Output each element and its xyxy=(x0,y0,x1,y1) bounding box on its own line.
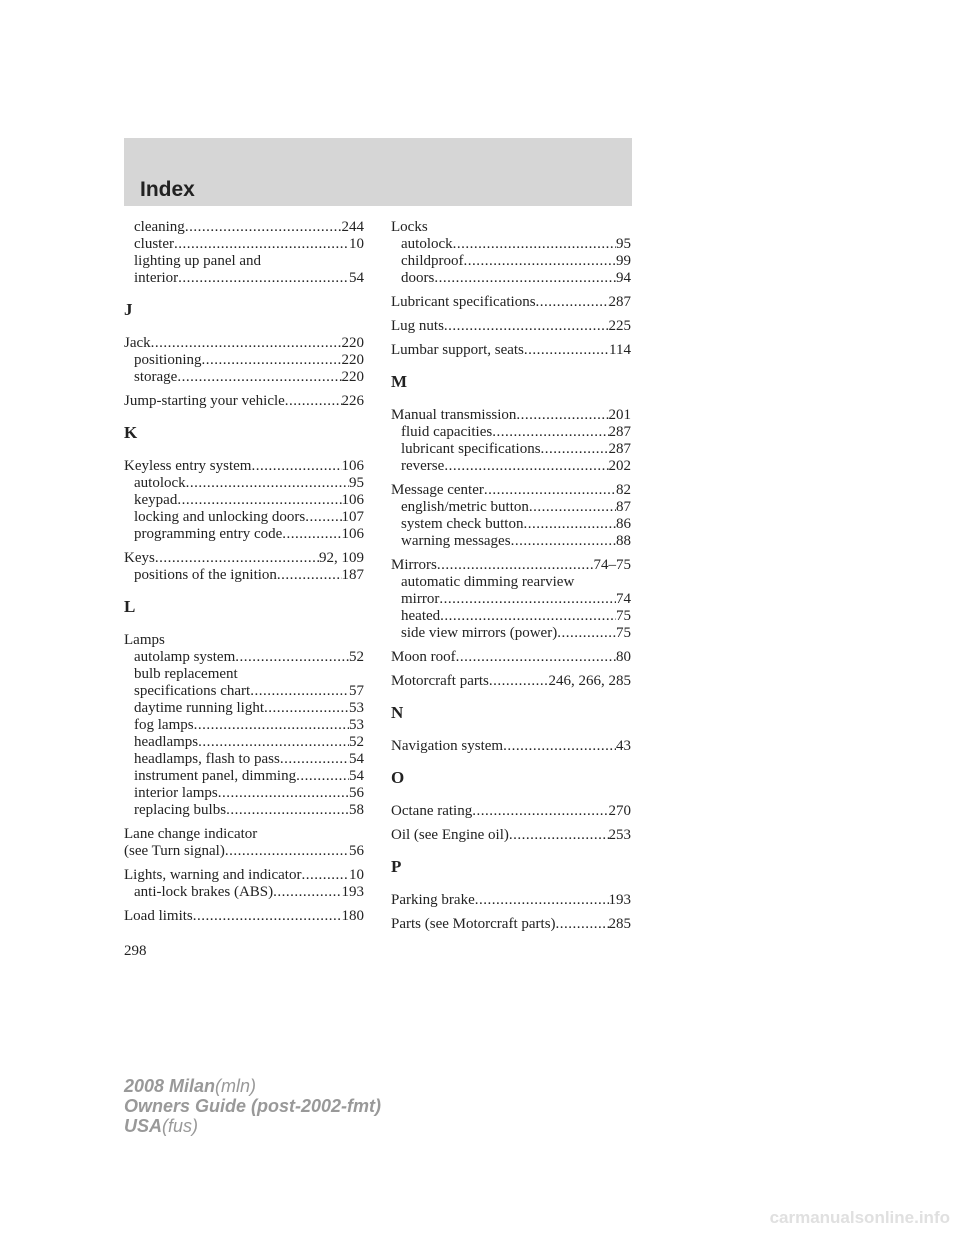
index-subentry xyxy=(391,625,631,642)
index-entry-label: Keyless entry system xyxy=(124,458,252,474)
dot-leader xyxy=(556,916,609,933)
index-entry xyxy=(391,916,631,933)
dot-leader xyxy=(489,673,549,690)
index-subentry xyxy=(391,270,631,287)
index-page-ref: 86 xyxy=(616,516,631,532)
index-page-ref: 82 xyxy=(616,482,631,498)
index-entry-label: headlamps xyxy=(134,734,199,750)
index-entry-label: Moon roof xyxy=(391,649,456,665)
index-entry-label: locking and unlocking doors xyxy=(134,509,306,525)
dot-leader xyxy=(463,253,616,270)
dot-leader xyxy=(524,342,609,359)
index-subentry xyxy=(124,369,364,386)
index-subentry xyxy=(391,458,631,475)
index-page-ref: 53 xyxy=(349,700,364,716)
index-entry xyxy=(391,892,631,909)
dot-leader xyxy=(301,867,349,884)
index-entry xyxy=(391,407,631,424)
index-page-ref: 53 xyxy=(349,717,364,733)
dot-leader xyxy=(492,424,608,441)
index-page-ref: 52 xyxy=(349,649,364,665)
index-entry-label: Octane rating xyxy=(391,803,473,819)
index-entry-label: Mirrors xyxy=(391,557,437,573)
index-page-ref: 74 xyxy=(616,591,631,607)
dot-leader xyxy=(305,509,341,526)
index-page-ref: 287 xyxy=(608,294,631,310)
index-entry-label: headlamps, flash to pass xyxy=(134,751,280,767)
index-column-left xyxy=(124,219,364,925)
index-page-ref: 95 xyxy=(616,236,631,252)
dot-leader xyxy=(285,393,342,410)
index-entry-label: Lubricant specifications xyxy=(391,294,536,310)
index-entry-label: english/metric button xyxy=(401,499,529,515)
dot-leader xyxy=(456,649,616,666)
index-entry-label: (see Turn signal) xyxy=(124,843,225,859)
index-entry-label: positions of the ignition xyxy=(134,567,277,583)
index-page-ref: 54 xyxy=(349,768,364,784)
index-entry xyxy=(391,649,631,666)
index-page-ref: 10 xyxy=(349,867,364,883)
index-page-ref: 193 xyxy=(608,892,631,908)
index-entry-label: Jump-starting your vehicle xyxy=(124,393,285,409)
index-entry xyxy=(391,482,631,499)
page-title: Index xyxy=(140,178,195,201)
index-entry xyxy=(391,318,631,335)
index-subentry xyxy=(124,785,364,802)
index-entry xyxy=(124,393,364,410)
dot-leader xyxy=(251,458,341,475)
index-letter-heading: K xyxy=(124,423,138,442)
index-entry xyxy=(391,557,631,574)
dot-leader xyxy=(444,318,609,335)
dot-leader xyxy=(273,884,341,901)
index-page-ref: 52 xyxy=(349,734,364,750)
index-entry-label: reverse xyxy=(401,458,445,474)
dot-leader xyxy=(174,236,349,253)
index-subentry xyxy=(124,802,364,819)
index-page-ref: 253 xyxy=(608,827,631,843)
index-entry-label: mirror xyxy=(401,591,440,607)
dot-leader xyxy=(503,738,616,755)
footer-region-code: (fus) xyxy=(162,1116,199,1136)
index-subentry xyxy=(391,441,631,458)
index-entry-label: interior xyxy=(134,270,179,286)
index-page-ref: 56 xyxy=(349,785,364,801)
dot-leader xyxy=(194,717,349,734)
index-entry xyxy=(391,738,631,755)
index-entry-label: doors xyxy=(401,270,435,286)
dot-leader xyxy=(439,591,616,608)
index-letter-heading: L xyxy=(124,597,136,616)
index-subentry xyxy=(124,567,364,584)
dot-leader xyxy=(225,843,349,860)
dot-leader xyxy=(198,734,349,751)
index-page-ref: 106 xyxy=(341,492,364,508)
index-subentry xyxy=(124,700,364,717)
dot-leader xyxy=(453,236,616,253)
index-subentry xyxy=(124,509,364,526)
dot-leader xyxy=(185,219,342,236)
dot-leader xyxy=(516,407,608,424)
index-page-ref: 180 xyxy=(341,908,364,924)
dot-leader xyxy=(475,892,609,909)
index-entry-label: Lug nuts xyxy=(391,318,444,334)
index-entry-label: lubricant specifications xyxy=(401,441,541,457)
dot-leader xyxy=(277,567,342,584)
index-page-ref: 244 xyxy=(341,219,364,235)
index-page-ref: 220 xyxy=(341,335,364,351)
index-page-ref: 87 xyxy=(616,499,631,515)
header-band xyxy=(124,138,632,206)
index-page-ref: 285 xyxy=(608,916,631,932)
dot-leader xyxy=(511,533,616,550)
dot-leader xyxy=(557,625,616,642)
index-subentry xyxy=(124,683,364,700)
page-number: 298 xyxy=(124,943,147,959)
index-entry-label: Parking brake xyxy=(391,892,475,908)
index-page-ref: 225 xyxy=(608,318,631,334)
index-entry xyxy=(124,843,364,860)
dot-leader xyxy=(155,550,319,567)
index-entry-label: warning messages xyxy=(401,533,511,549)
dot-leader xyxy=(202,352,342,369)
index-subentry xyxy=(124,768,364,785)
dot-leader xyxy=(529,499,616,516)
index-letter-heading: J xyxy=(124,300,133,319)
index-subentry xyxy=(124,270,364,287)
index-entry-label: Jack xyxy=(124,335,151,351)
index-page-ref: 106 xyxy=(341,458,364,474)
index-page-ref: 287 xyxy=(608,424,631,440)
dot-leader xyxy=(151,335,342,352)
dot-leader xyxy=(444,458,608,475)
index-subentry xyxy=(391,236,631,253)
index-entry-label: heated xyxy=(401,608,441,624)
dot-leader xyxy=(280,751,349,768)
index-page-ref: 58 xyxy=(349,802,364,818)
index-page-ref: 92, 109 xyxy=(319,550,364,566)
dot-leader xyxy=(296,768,349,785)
index-entry-label: fluid capacities xyxy=(401,424,493,440)
footer-guide: Owners Guide (post-2002-fmt) xyxy=(124,1096,382,1116)
index-page-ref: 187 xyxy=(341,567,364,583)
index-page-ref: 246, 266, 285 xyxy=(548,673,631,689)
index-entry-label: autolock xyxy=(134,475,186,491)
index-entry-label: autolamp system xyxy=(134,649,236,665)
dot-leader xyxy=(472,803,608,820)
dot-leader xyxy=(536,294,609,311)
index-letter-heading: M xyxy=(391,372,408,391)
index-entry-label: anti-lock brakes (ABS) xyxy=(134,884,274,900)
index-entry-text: bulb replacement xyxy=(134,666,238,682)
index-entry xyxy=(124,908,364,925)
dot-leader xyxy=(177,369,341,386)
dot-leader xyxy=(250,683,349,700)
dot-leader xyxy=(434,270,616,287)
index-entry-label: replacing bulbs xyxy=(134,802,227,818)
index-subentry xyxy=(124,526,364,543)
index-page-ref: 57 xyxy=(349,683,364,699)
index-subentry xyxy=(391,499,631,516)
index-page-ref: 75 xyxy=(616,608,631,624)
index-entry xyxy=(124,335,364,352)
index-entry-label: Lights, warning and indicator xyxy=(124,867,302,883)
index-entry xyxy=(124,867,364,884)
index-entry-label: side view mirrors (power) xyxy=(401,625,558,641)
index-page-ref: 114 xyxy=(609,342,631,358)
index-entry-text: Lane change indicator xyxy=(124,826,258,842)
dot-leader xyxy=(186,475,349,492)
index-page-ref: 201 xyxy=(608,407,631,423)
dot-leader xyxy=(193,908,342,925)
dot-leader xyxy=(226,802,349,819)
dot-leader xyxy=(235,649,349,666)
dot-leader xyxy=(484,482,616,499)
index-page-ref: 56 xyxy=(349,843,364,859)
index-entry-label: childproof xyxy=(401,253,464,269)
index-entry xyxy=(124,550,364,567)
index-entry-label: Motorcraft parts xyxy=(391,673,489,689)
dot-leader xyxy=(440,608,616,625)
index-page-ref: 94 xyxy=(616,270,631,286)
index-subentry xyxy=(391,591,631,608)
index-page-ref: 287 xyxy=(608,441,631,457)
index-entry-label: system check button xyxy=(401,516,524,532)
dot-leader xyxy=(509,827,609,844)
footer-model: 2008 Milan xyxy=(124,1076,216,1096)
index-page-ref: 43 xyxy=(616,738,631,754)
index-entry-label: autolock xyxy=(401,236,453,252)
index-page-ref: 193 xyxy=(341,884,364,900)
index-letter-heading: N xyxy=(391,703,404,722)
footer-model-code: (mln) xyxy=(215,1076,257,1096)
index-letter-heading: P xyxy=(391,857,402,876)
index-entry-label: programming entry code xyxy=(134,526,283,542)
index-page-ref: 99 xyxy=(616,253,631,269)
dot-leader xyxy=(541,441,609,458)
index-page-ref: 88 xyxy=(616,533,631,549)
watermark: carmanualsonline.info xyxy=(769,1208,950,1227)
index-page-ref: 107 xyxy=(341,509,364,525)
index-page-ref: 54 xyxy=(349,751,364,767)
index-subentry xyxy=(124,717,364,734)
dot-leader xyxy=(437,557,594,574)
index-page-ref: 270 xyxy=(608,803,631,819)
index-entry-label: cleaning xyxy=(134,219,185,235)
index-entry xyxy=(391,342,631,359)
index-subentry xyxy=(124,492,364,509)
index-entry-label: interior lamps xyxy=(134,785,218,801)
index-page-ref: 10 xyxy=(349,236,364,252)
index-page-ref: 74–75 xyxy=(593,557,631,573)
index-page-ref: 54 xyxy=(349,270,364,286)
index-entry-label: storage xyxy=(134,369,178,385)
index-subentry xyxy=(124,236,364,253)
dot-leader xyxy=(264,700,349,717)
index-entry-label: daytime running light xyxy=(134,700,264,716)
footer xyxy=(124,1076,381,1136)
index-page-ref: 80 xyxy=(616,649,631,665)
index-entry-label: Message center xyxy=(391,482,484,498)
index-entry xyxy=(391,294,631,311)
index-entry-label: keypad xyxy=(134,492,178,508)
index-entry-text: Lamps xyxy=(124,632,165,648)
index-subentry xyxy=(124,734,364,751)
index-page-ref: 75 xyxy=(616,625,631,641)
index-subentry xyxy=(391,608,631,625)
index-entry-label: Parts (see Motorcraft parts) xyxy=(391,916,556,932)
footer-region: USA xyxy=(124,1116,163,1136)
index-entry xyxy=(124,458,364,475)
index-entry xyxy=(391,673,631,690)
index-page-ref: 220 xyxy=(341,369,364,385)
index-subentry xyxy=(124,475,364,492)
index-page-ref: 226 xyxy=(341,393,364,409)
index-entry-label: Oil (see Engine oil) xyxy=(391,827,509,843)
index-entry xyxy=(391,803,631,820)
dot-leader xyxy=(282,526,341,543)
index-letter-heading: O xyxy=(391,768,405,787)
index-subentry xyxy=(124,219,364,236)
index-entry-label: Keys xyxy=(124,550,155,566)
index-entry-label: specifications chart xyxy=(134,683,251,699)
index-entry xyxy=(391,827,631,844)
index-subentry xyxy=(124,352,364,369)
index-entry-label: Lumbar support, seats xyxy=(391,342,524,358)
index-page-ref: 220 xyxy=(341,352,364,368)
index-entry-text: automatic dimming rearview xyxy=(401,574,575,590)
index-entry-label: instrument panel, dimming xyxy=(134,768,297,784)
index-entry-text: lighting up panel and xyxy=(134,253,262,269)
dot-leader xyxy=(218,785,349,802)
index-entry-label: Load limits xyxy=(124,908,193,924)
index-entry-label: Navigation system xyxy=(391,738,504,754)
index-entry-label: Manual transmission xyxy=(391,407,517,423)
index-subentry xyxy=(124,884,364,901)
index-subentry xyxy=(391,424,631,441)
dot-leader xyxy=(523,516,616,533)
index-page-ref: 202 xyxy=(608,458,631,474)
dot-leader xyxy=(177,492,341,509)
index-subentry xyxy=(391,516,631,533)
index-column-right xyxy=(391,219,631,933)
index-subentry xyxy=(124,751,364,768)
index-entry-label: fog lamps xyxy=(134,717,194,733)
index-entry-label: positioning xyxy=(134,352,202,368)
dot-leader xyxy=(178,270,349,287)
index-entry-label: cluster xyxy=(134,236,174,252)
index-page-ref: 106 xyxy=(341,526,364,542)
index-subentry xyxy=(124,649,364,666)
index-entry-text: Locks xyxy=(391,219,428,235)
index-subentry xyxy=(391,533,631,550)
index-subentry xyxy=(391,253,631,270)
index-page-ref: 95 xyxy=(349,475,364,491)
